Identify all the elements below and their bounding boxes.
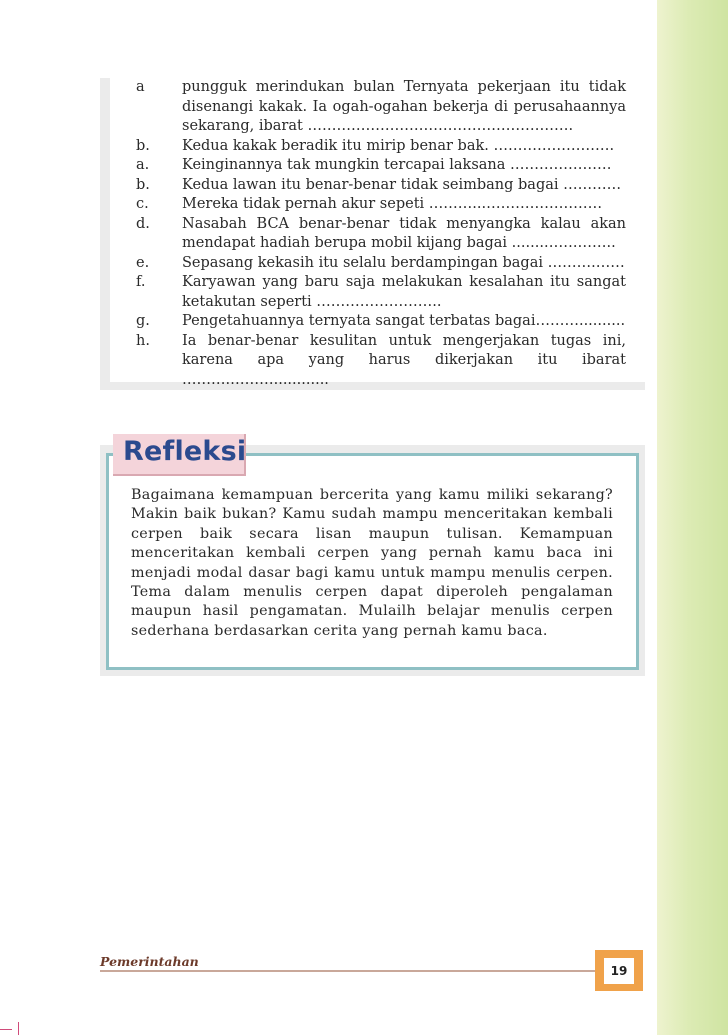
refleksi-body-text: Bagaimana kemampuan bercerita yang kamu miliki sekarang? Makin baik bukan? Kamu sudah mampu menceritakan kembali cerpen baik secara lisan maupun tulisan. Kemampuan menceritakan kembali cerpen yang pernah kamu baca ini menjadi modal dasar bagi kamu untuk mampu menulis cerpen. Tema dalam menulis cerpen dapat diperoleh pengalaman maupun hasil pengamatan. Mulailh belajar menulis cerpen sederhana berdasarkan cerita yang pernah kamu baca. <box>131 487 613 639</box>
exercise-item-text: Ia benar-benar kesulitan untuk mengerjakan tugas ini, karena apa yang harus dikerjakan itu ibarat ……….………............ <box>182 332 626 388</box>
exercise-item-text: Mereka tidak pernah akur sepeti ………...…………………… <box>182 196 603 212</box>
exercise-item-letter: a <box>136 79 145 95</box>
exercise-item-text: pungguk merindukan bulan Ternyata pekerjaan itu tidak disenangi kakak. Ia ogah-ogahan bekerja di perusahaannya sekarang, ibarat ………………………………………………. <box>182 79 626 134</box>
exercise-item-letter: c. <box>136 196 149 212</box>
exercise-item <box>136 137 626 157</box>
exercise-item <box>136 78 626 137</box>
exercise-item-letter: h. <box>136 332 150 349</box>
exercise-item <box>136 312 626 332</box>
exercise-item <box>136 156 626 176</box>
exercise-item-letter: d. <box>136 215 150 232</box>
exercise-item-text: Kedua lawan itu benar-benar tidak seimbang bagai ………… <box>182 176 622 193</box>
crop-mark-left-vertical <box>18 1022 19 1035</box>
exercise-item <box>136 332 626 391</box>
exercise-item-letter: g. <box>136 313 150 329</box>
page-number: 19 <box>604 958 634 984</box>
exercise-item <box>136 215 626 254</box>
exercise-item-letter: a. <box>136 157 150 173</box>
crop-mark-left <box>0 1029 12 1030</box>
exercise-box-inner <box>110 78 645 388</box>
exercise-item-text: Sepasang kekasih itu selalu berdampingan bagai ……….…… <box>182 254 625 271</box>
exercise-item-text: Nasabah BCA benar-benar tidak menyangka kalau akan mendapat hadiah berupa mobil kijang bagai .......…….…….. <box>182 215 626 251</box>
exercise-item-letter: b. <box>136 137 150 154</box>
footer-chapter-name: Pemerintahan <box>100 954 199 969</box>
exercise-item-text: Pengetahuannya ternyata sangat terbatas bagai……….......... <box>182 313 626 329</box>
exercise-item-letter: b. <box>136 176 150 193</box>
side-decoration-strip <box>657 0 728 1035</box>
exercise-item <box>136 195 626 215</box>
footer-divider <box>100 970 596 972</box>
exercise-list <box>136 78 626 390</box>
refleksi-title: Refleksi <box>123 436 247 467</box>
exercise-box <box>100 78 645 390</box>
exercise-item <box>136 176 626 196</box>
exercise-item <box>136 273 626 312</box>
exercise-item-text: Karyawan yang baru saja melakukan kesalahan itu sangat ketakutan seperti …………………….. <box>182 274 626 310</box>
exercise-item-text: Keinginannya tak mungkin tercapai laksana ………………… <box>182 157 612 173</box>
exercise-item <box>136 254 626 274</box>
exercise-item-text: Kedua kakak beradik itu mirip benar bak. ……………………. <box>182 137 615 154</box>
exercise-item-letter: f. <box>136 274 146 290</box>
exercise-item-letter: e. <box>136 254 150 271</box>
